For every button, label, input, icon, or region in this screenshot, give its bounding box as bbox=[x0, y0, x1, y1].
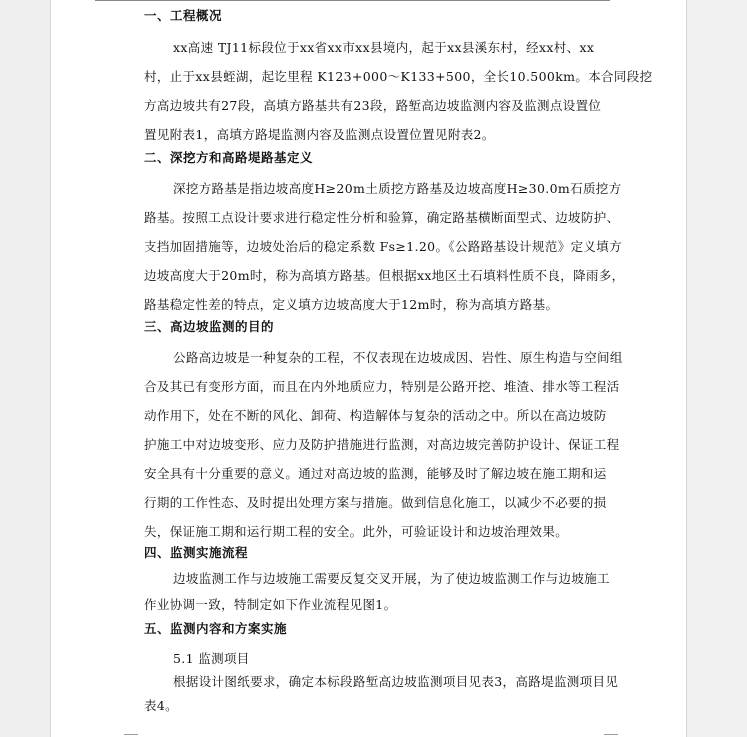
paragraph-line: 边坡高度大于20m时，称为高填方路基。但根据xx地区土石填料性质不良，降雨多， bbox=[144, 268, 625, 283]
paragraph-line: 表4。 bbox=[144, 698, 179, 713]
section-heading-2: 二、深挖方和高路堤路基定义 bbox=[144, 150, 314, 165]
left-gutter bbox=[0, 0, 50, 737]
section-heading-4: 四、监测实施流程 bbox=[144, 545, 249, 560]
section-heading-3: 三、高边坡监测的目的 bbox=[144, 319, 275, 334]
paragraph-line: 路基。按照工点设计要求进行稳定性分析和验算，确定路基横断面型式、边坡防护、 bbox=[144, 210, 620, 225]
paragraph-line: 支挡加固措施等，边坡处治后的稳定系数 Fs≥1.20。《公路路基设计规范》定义填方 bbox=[144, 239, 622, 254]
paragraph-line: 公路高边坡是一种复杂的工程，不仅表现在边坡成因、岩性、原生构造与空间组 bbox=[173, 350, 623, 365]
section-heading-5: 五、监测内容和方案实施 bbox=[144, 621, 288, 636]
paragraph-line: 深挖方路基是指边坡高度H≥20m土质挖方路基及边坡高度H≥30.0m石质挖方 bbox=[173, 181, 622, 196]
paragraph-line: xx高速 TJ11标段位于xx省xx市xx县境内，起于xx县溪东村，经xx村、xx bbox=[173, 40, 595, 55]
paragraph-line: 失，保证施工期和运行期工程的安全。此外，可验证设计和边坡治理效果。 bbox=[144, 524, 569, 539]
page-top-border bbox=[95, 0, 610, 1]
right-gutter bbox=[687, 0, 747, 737]
paragraph-line: 行期的工作性态、及时提出处理方案与措施。做到信息化施工，以减少不必要的损 bbox=[144, 495, 607, 510]
paragraph-line: 合及其已有变形方面，而且在内外地质应力，特别是公路开挖、堆渣、排水等工程活 bbox=[144, 379, 620, 394]
paragraph-line: 护施工中对边坡变形、应力及防护措施进行监测，对高边坡完善防护设计、保证工程 bbox=[144, 437, 620, 452]
paragraph-line: 动作用下，处在不断的风化、卸荷、构造解体与复杂的活动之中。所以在高边坡防 bbox=[144, 408, 607, 423]
paragraph-line: 边坡监测工作与边坡施工需要反复交叉开展，为了使边坡监测工作与边坡施工 bbox=[173, 571, 610, 586]
paragraph-line: 方高边坡共有27段，高填方路基共有23段，路堑高边坡监测内容及监测点设置位 bbox=[144, 98, 602, 113]
paragraph-line: 根据设计图纸要求，确定本标段路堑高边坡监测项目见表3，高路堤监测项目见 bbox=[173, 674, 619, 689]
subsection-heading: 5.1 监测项目 bbox=[173, 651, 250, 666]
margin-corner-mark-left bbox=[124, 734, 138, 735]
paragraph-line: 安全具有十分重要的意义。通过对高边坡的监测，能够及时了解边坡在施工期和运 bbox=[144, 466, 607, 481]
paragraph-line: 路基稳定性差的特点，定义填方边坡高度大于12m时，称为高填方路基。 bbox=[144, 297, 559, 312]
paragraph-line: 作业协调一致，特制定如下作业流程见图1。 bbox=[144, 597, 397, 612]
margin-corner-mark-right bbox=[604, 734, 618, 735]
paragraph-line: 村，止于xx县蛭湖，起讫里程 K123+000～K133+500，全长10.500km。本合同段挖 bbox=[144, 69, 653, 84]
paragraph-line: 置见附表1，高填方路堤监测内容及监测点设置位置见附表2。 bbox=[144, 127, 495, 142]
section-heading-1: 一、工程概况 bbox=[144, 8, 223, 23]
